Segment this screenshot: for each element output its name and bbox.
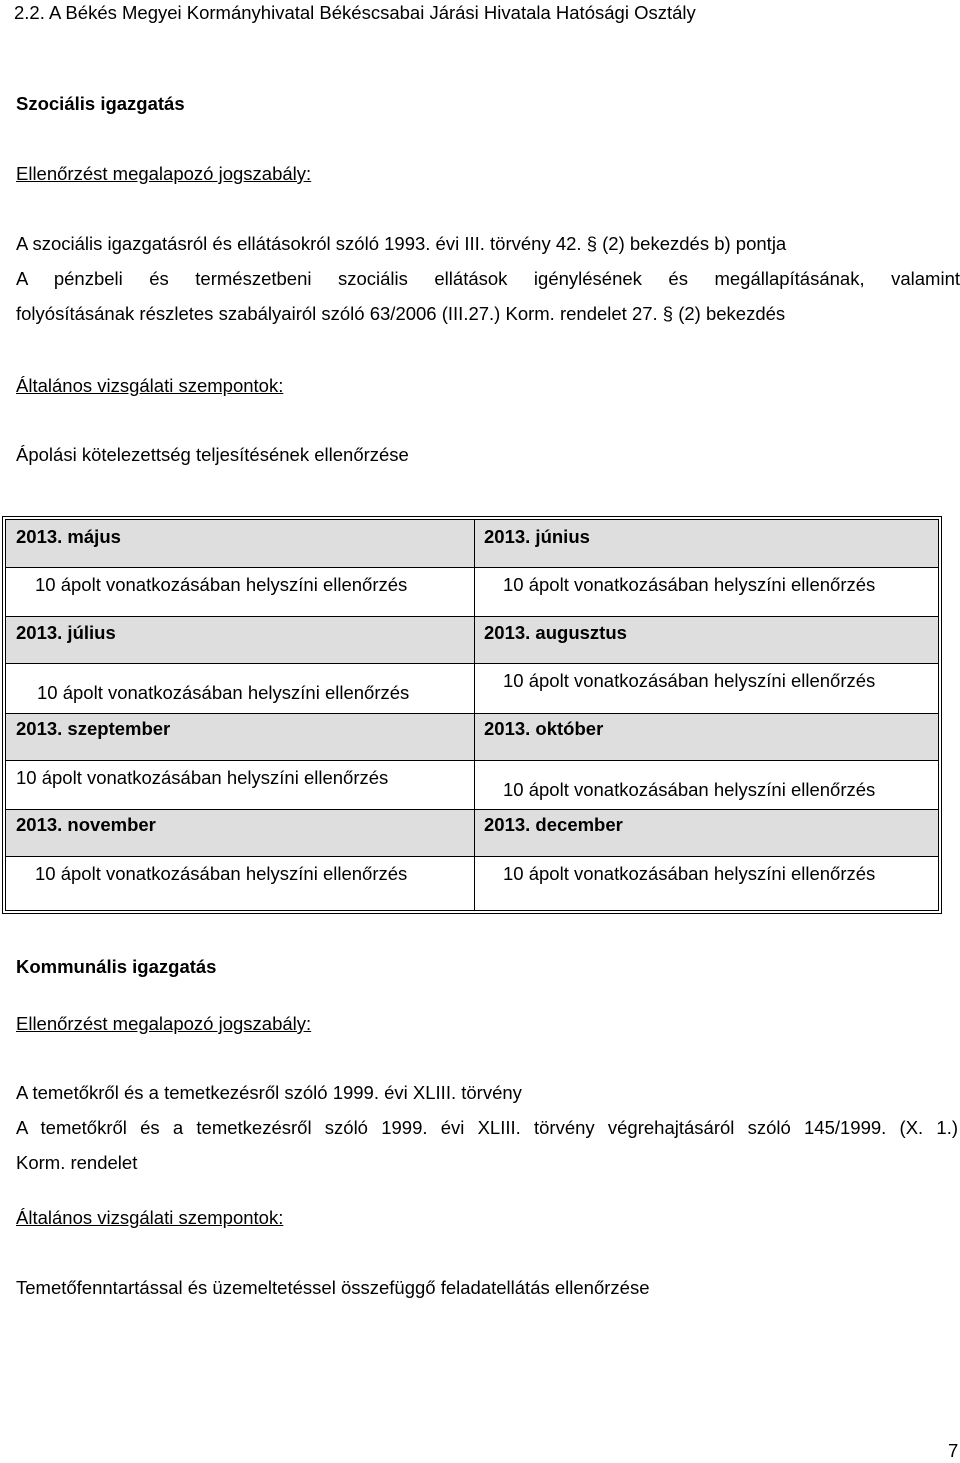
activity-cell: 10 ápolt vonatkozásában helyszíni ellenőrzés <box>503 574 876 595</box>
activity-cell: 10 ápolt vonatkozásában helyszíni ellenőrzés <box>37 682 410 703</box>
row-divider <box>6 567 938 568</box>
social-criteria-label: Általános vizsgálati szempontok: <box>16 375 284 396</box>
page-number: 7 <box>948 1440 959 1461</box>
activity-cell: 10 ápolt vonatkozásában helyszíni ellenőrzés <box>35 574 408 595</box>
row-divider <box>6 616 938 617</box>
section-heading: 2.2. A Békés Megyei Kormányhivatal Békéscsabai Járási Hivatala Hatósági Osztály <box>14 2 696 23</box>
communal-basis-label: Ellenőrzést megalapozó jogszabály: <box>16 1013 312 1034</box>
column-divider <box>474 520 475 910</box>
social-title: Szociális igazgatás <box>16 93 185 114</box>
activity-cell: 10 ápolt vonatkozásában helyszíni ellenőrzés <box>503 779 876 800</box>
month-cell: 2013. augusztus <box>484 622 627 643</box>
social-law-line-2b: folyósításának részletes szabályairól szóló 63/2006 (III.27.) Korm. rendelet 27. § (2) bekezdés <box>16 303 786 324</box>
activity-cell: 10 ápolt vonatkozásában helyszíni ellenőrzés <box>35 863 408 884</box>
row-divider <box>6 713 938 714</box>
month-cell: 2013. november <box>16 814 156 835</box>
month-cell: 2013. június <box>484 526 590 547</box>
social-law-line-2a: A pénzbeli és természetbeni szociális ellátások igénylésének és megállapításának, valamint <box>16 268 960 289</box>
row-band <box>6 520 938 567</box>
social-criteria-text: Ápolási kötelezettség teljesítésének ellenőrzése <box>16 444 409 465</box>
month-cell: 2013. május <box>16 526 121 547</box>
month-cell: 2013. december <box>484 814 623 835</box>
activity-cell: 10 ápolt vonatkozásában helyszíni ellenőrzés <box>16 767 389 788</box>
social-law-line-1: A szociális igazgatásról és ellátásokról szóló 1993. évi III. törvény 42. § (2) bekezdés b) pontja <box>16 233 787 254</box>
activity-cell: 10 ápolt vonatkozásában helyszíni ellenőrzés <box>503 863 876 884</box>
communal-criteria-label: Általános vizsgálati szempontok: <box>16 1207 284 1228</box>
inspection-schedule-table <box>2 516 942 914</box>
communal-title: Kommunális igazgatás <box>16 956 217 977</box>
activity-cell: 10 ápolt vonatkozásában helyszíni ellenőrzés <box>503 670 876 691</box>
month-cell: 2013. szeptember <box>16 718 171 739</box>
communal-criteria-text: Temetőfenntartással és üzemeltetéssel összefüggő feladatellátás ellenőrzése <box>16 1277 650 1298</box>
communal-law-line-1: A temetőkről és a temetkezésről szóló 1999. évi XLIII. törvény <box>16 1082 522 1103</box>
communal-law-line-2b: Korm. rendelet <box>16 1152 138 1173</box>
row-divider <box>6 663 938 664</box>
row-divider <box>6 856 938 857</box>
row-band <box>6 616 938 663</box>
row-divider <box>6 760 938 761</box>
month-cell: 2013. október <box>484 718 604 739</box>
month-cell: 2013. július <box>16 622 116 643</box>
communal-law-line-2a: A temetőkről és a temetkezésről szóló 1999. évi XLIII. törvény végrehajtásáról szóló 145/1999. (X. 1.) <box>16 1117 958 1138</box>
social-basis-label: Ellenőrzést megalapozó jogszabály: <box>16 163 312 184</box>
row-divider <box>6 809 938 810</box>
